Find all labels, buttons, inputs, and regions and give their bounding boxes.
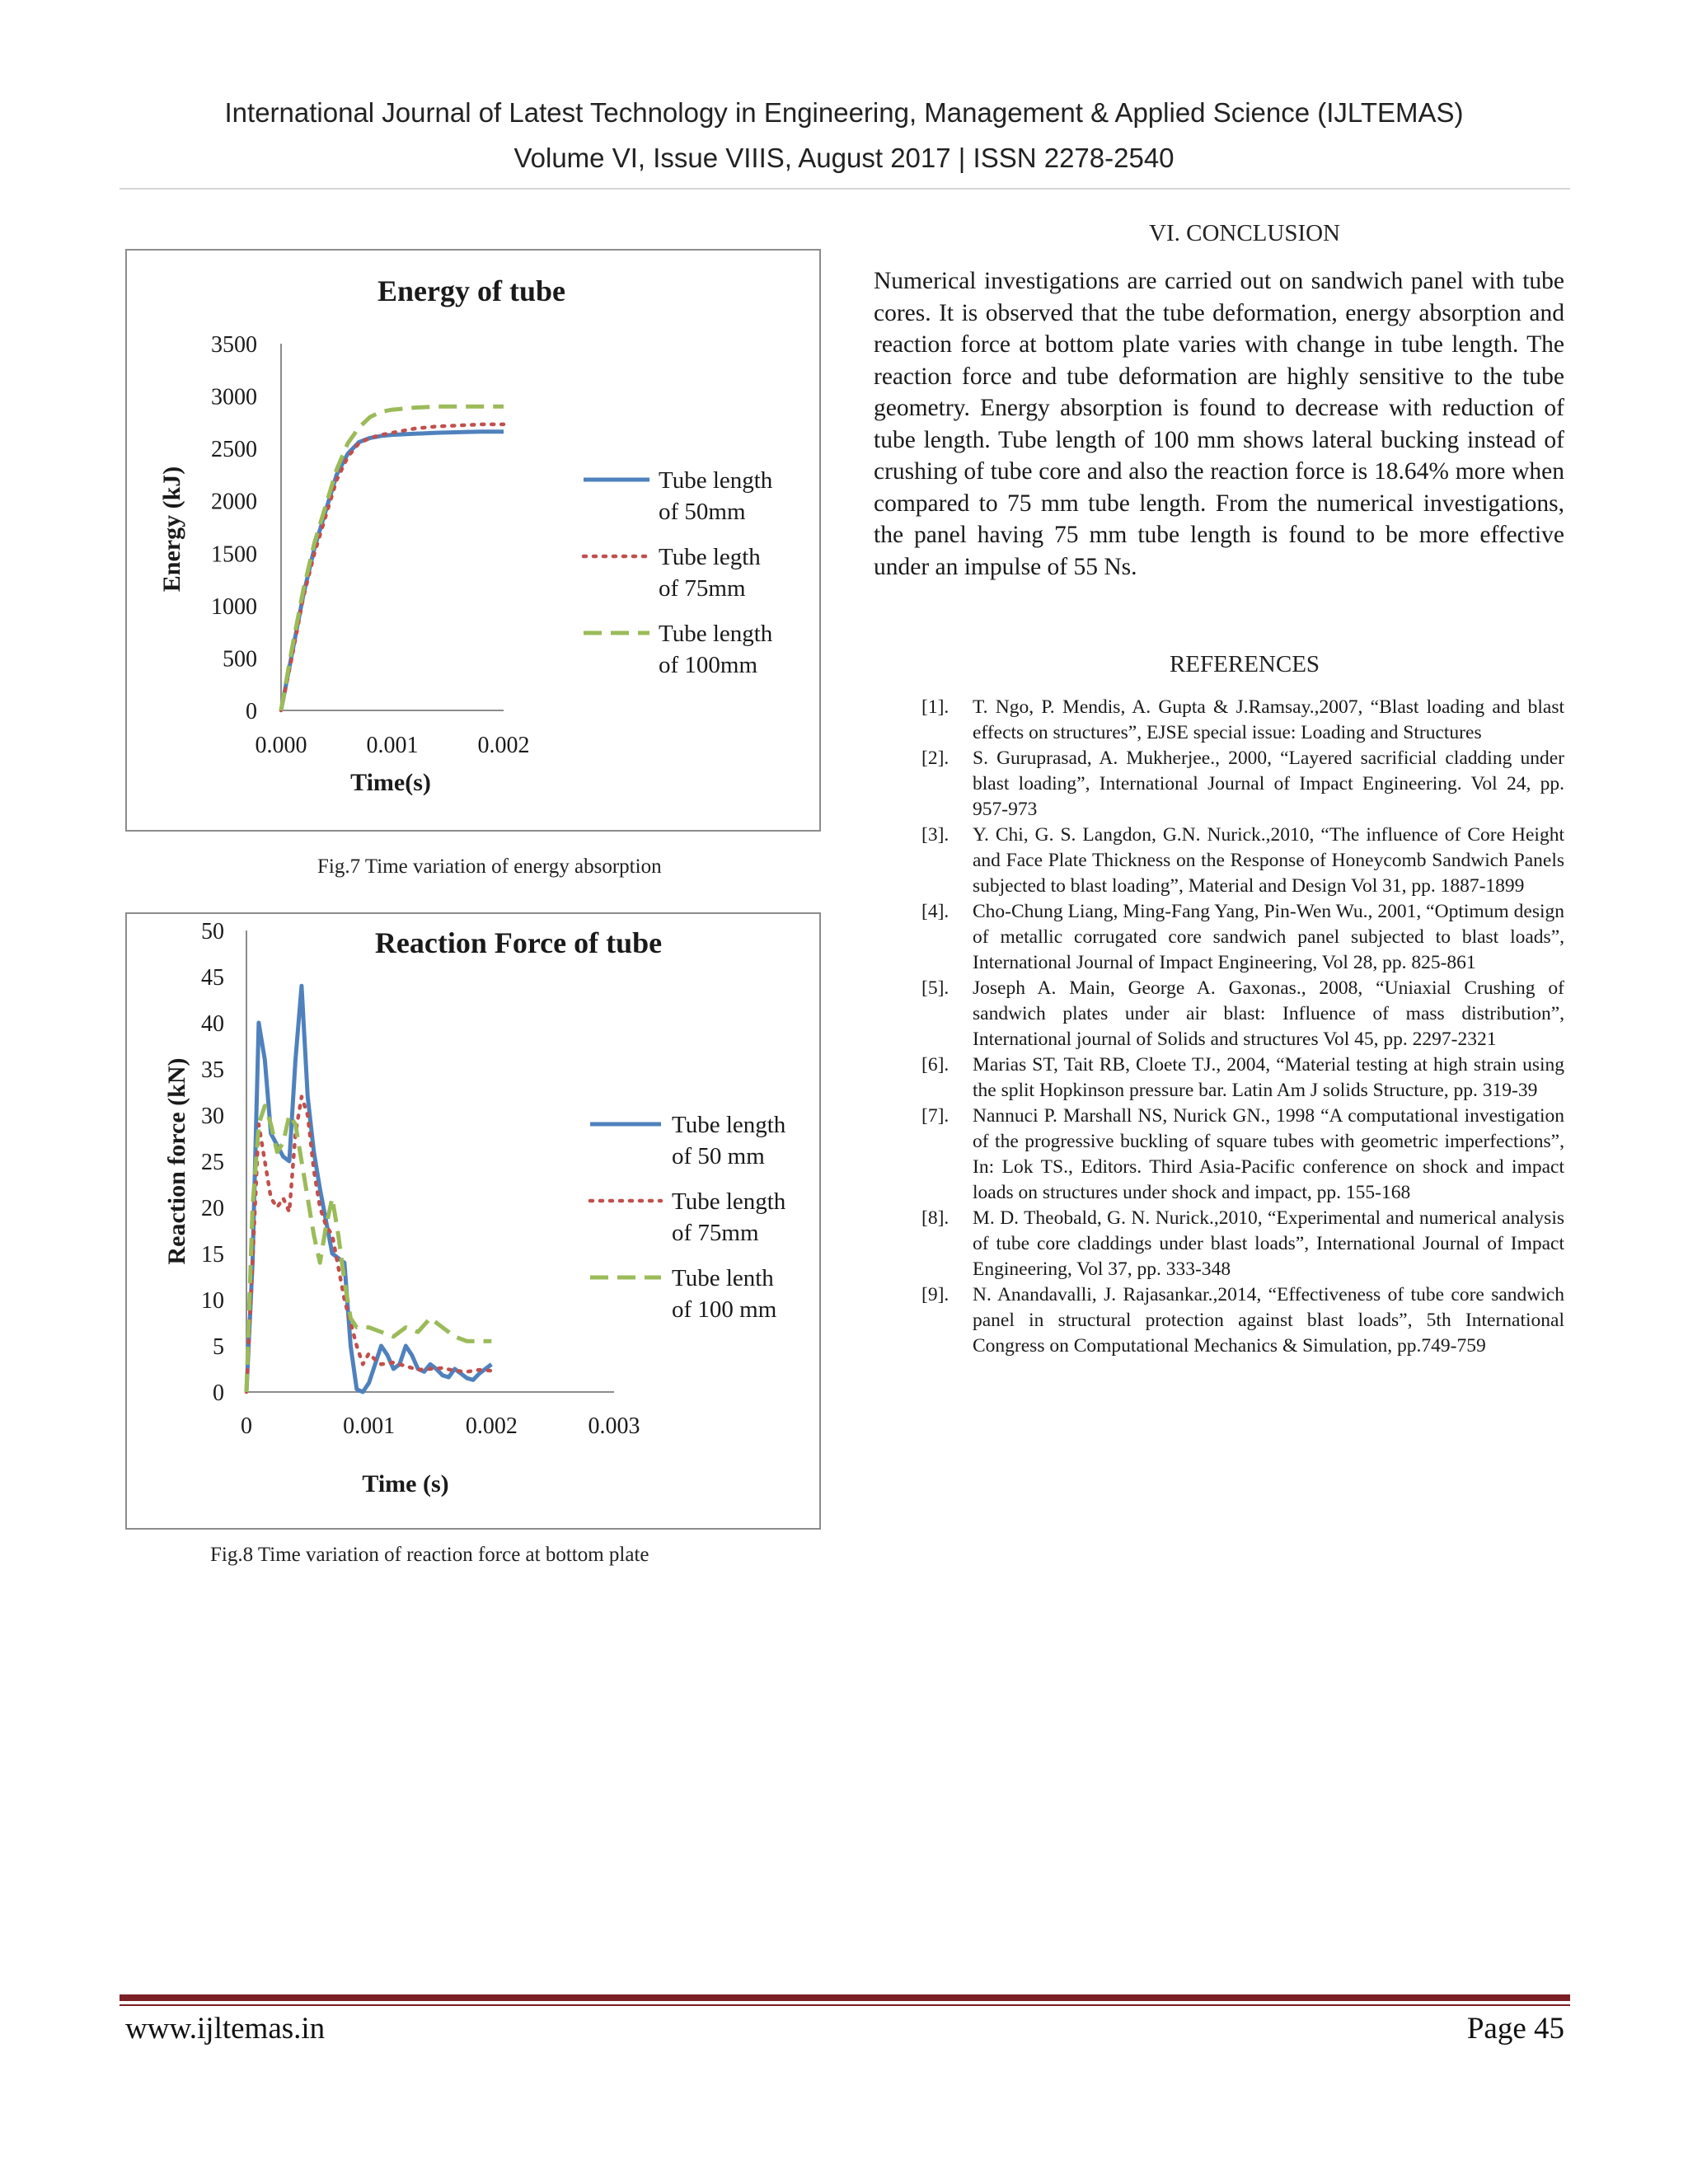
conclusion-heading: VI. CONCLUSION bbox=[1149, 220, 1340, 246]
legend-label: of 50 mm bbox=[672, 1143, 765, 1169]
energy-chart bbox=[125, 249, 821, 832]
x-tick-label: 0.000 bbox=[255, 733, 307, 758]
reference-number: [3]. bbox=[921, 824, 950, 846]
reference-text: Nannuci P. Marshall NS, Nurick GN., 1998 “A computational investigation of the progressive buckling of square tubes with geometric imperfections”, In: Lok TS., Editors. Third Asia-Pacific conference on shock and impact loads on structures under shock and impact, pp. 155-168 bbox=[973, 1105, 1564, 1203]
reference-text: T. Ngo, P. Mendis, A. Gupta & J.Ramsay.,2007, “Blast loading and blast effects on structures”, EJSE special issue: Loading and Structures bbox=[973, 696, 1564, 743]
legend-label: of 100mm bbox=[659, 652, 758, 678]
reference-text: Y. Chi, G. S. Langdon, G.N. Nurick.,2010, “The influence of Core Height and Face Plate Thickness on the Response of Honeycomb Sandwich Panels subjected to blast loading”, Material and Design Vol 31, pp. 1887-1899 bbox=[973, 824, 1564, 897]
y-tick-label: 1000 bbox=[211, 593, 257, 620]
reaction-force-chart-svg bbox=[127, 914, 819, 1528]
reference-item bbox=[921, 823, 1564, 899]
y-tick-label: 0 bbox=[213, 1380, 224, 1406]
series-line-1 bbox=[246, 986, 491, 1392]
reference-number: [2]. bbox=[921, 748, 950, 769]
x-tick-label: 0.002 bbox=[465, 1413, 518, 1439]
reference-number: [4]. bbox=[921, 901, 950, 922]
legend-label: Tube length bbox=[672, 1188, 786, 1215]
fig7-caption: Fig.7 Time variation of energy absorption bbox=[317, 855, 662, 878]
y-tick-label: 2500 bbox=[211, 437, 257, 463]
footer-page-number: Page 45 bbox=[1466, 2012, 1564, 2046]
x-tick-label: 0.002 bbox=[477, 733, 530, 758]
x-tick-label: 0.003 bbox=[588, 1413, 640, 1439]
legend-label: of 100 mm bbox=[672, 1296, 777, 1323]
reference-number: [1]. bbox=[921, 696, 950, 718]
reference-number: [8]. bbox=[921, 1207, 950, 1229]
y-tick-label: 25 bbox=[201, 1150, 224, 1175]
x-tick-label: 0.001 bbox=[366, 733, 419, 758]
x-tick-label: 0 bbox=[241, 1413, 252, 1439]
reference-list bbox=[921, 695, 1564, 1359]
legend-label: of 75mm bbox=[672, 1220, 759, 1246]
series-line-3 bbox=[281, 406, 504, 710]
y-tick-label: 30 bbox=[201, 1104, 224, 1129]
reference-text: M. D. Theobald, G. N. Nurick.,2010, “Experimental and numerical analysis of tube core claddings under blast loads”, International Journal of Impact Engineering, Vol 37, pp. 333-348 bbox=[973, 1207, 1564, 1280]
reference-item bbox=[921, 1052, 1564, 1104]
reference-item bbox=[921, 695, 1564, 746]
legend-label: of 75mm bbox=[659, 575, 746, 602]
reference-number: [5]. bbox=[921, 977, 950, 999]
footer-website-link[interactable]: www.ijltemas.in bbox=[125, 2012, 326, 2046]
y-tick-label: 2000 bbox=[211, 489, 257, 515]
reference-item bbox=[921, 976, 1564, 1052]
reference-item bbox=[921, 1206, 1564, 1282]
reference-text: Joseph A. Main, George A. Gaxonas., 2008, “Uniaxial Crushing of sandwich plates under air blast: Influence of mass distribution”, International journal of Solids and structures Vol 45, pp. 2297-2321 bbox=[973, 977, 1564, 1050]
reference-number: [9]. bbox=[921, 1284, 950, 1305]
reference-number: [6]. bbox=[921, 1054, 950, 1076]
reference-text: Cho-Chung Liang, Ming-Fang Yang, Pin-Wen Wu., 2001, “Optimum design of metallic corrugated core sandwich panel subjected to blast loads”, International Journal of Impact Engineering, Vol 28, pp. 825-861 bbox=[973, 901, 1564, 973]
y-tick-label: 35 bbox=[201, 1057, 224, 1083]
reference-item bbox=[921, 1104, 1564, 1206]
header-divider bbox=[120, 188, 1570, 190]
reference-text: Marias ST, Tait RB, Cloete TJ., 2004, “Material testing at high strain using the split Hopkinson pressure bar. Latin Am J solids Structure, pp. 319-39 bbox=[973, 1054, 1564, 1101]
energy-chart-svg bbox=[127, 251, 819, 830]
reference-item bbox=[921, 746, 1564, 823]
chart-title: Energy of tube bbox=[377, 274, 565, 307]
x-axis-title: Time (s) bbox=[362, 1470, 449, 1497]
y-tick-label: 40 bbox=[201, 1011, 224, 1037]
series-line-1 bbox=[281, 432, 504, 710]
series-line-2 bbox=[246, 1097, 491, 1392]
footer-rule-thick bbox=[120, 1994, 1570, 2001]
reference-item bbox=[921, 1282, 1564, 1359]
y-tick-label: 5 bbox=[213, 1334, 224, 1360]
reference-text: S. Guruprasad, A. Mukherjee., 2000, “Layered sacrificial cladding under blast loading”, International Journal of Impact Engineering. Vol 24, pp. 957-973 bbox=[973, 748, 1564, 820]
conclusion-paragraph: Numerical investigations are carried out on sandwich panel with tube cores. It is observed that the tube deformation, energy absorption and reaction force at bottom plate varies with change in tube length. The reaction force and tube deformation are highly sensitive to the tube geometry. Energy absorption is found to decrease with reduction of tube length. Tube length of 100 mm shows lateral bucking instead of crushing of tube core and also the reaction force is 18.64% more when compared to 75 mm tube length. From the numerical investigations, the panel having 75 mm tube length is found to be more effective under an impulse of 55 Ns. bbox=[874, 268, 1564, 580]
legend-label: Tube length bbox=[659, 467, 773, 494]
footer-rule-thin bbox=[120, 2004, 1570, 2006]
legend-label: Tube legth bbox=[659, 544, 761, 570]
chart-title: Reaction Force of tube bbox=[374, 926, 663, 959]
references-heading: REFERENCES bbox=[1169, 651, 1320, 677]
y-tick-label: 3500 bbox=[211, 332, 257, 358]
legend-label: Tube length bbox=[659, 621, 773, 647]
fig8-caption: Fig.8 Time variation of reaction force at bottom plate bbox=[210, 1544, 649, 1566]
legend-label: Tube length bbox=[672, 1112, 786, 1138]
reaction-force-chart bbox=[125, 912, 821, 1530]
series-line-3 bbox=[246, 1106, 491, 1392]
y-tick-label: 45 bbox=[201, 965, 224, 991]
series-line-2 bbox=[281, 424, 504, 710]
y-axis-title: Energy (kJ) bbox=[158, 466, 185, 593]
legend-label: Tube lenth bbox=[672, 1265, 774, 1291]
reference-text: N. Anandavalli, J. Rajasankar.,2014, “Effectiveness of tube core sandwich panel in structural protection against blast loads”, 5th International Congress on Computational Mechanics & Simulation, pp.749-759 bbox=[973, 1284, 1564, 1357]
x-tick-label: 0.001 bbox=[343, 1413, 396, 1439]
y-tick-label: 0 bbox=[246, 699, 257, 724]
y-tick-label: 3000 bbox=[211, 384, 257, 410]
y-tick-label: 10 bbox=[201, 1288, 224, 1314]
reference-number: [7]. bbox=[921, 1105, 950, 1127]
x-axis-title: Time(s) bbox=[350, 769, 431, 796]
legend-label: of 50mm bbox=[659, 499, 746, 525]
y-tick-label: 15 bbox=[201, 1242, 224, 1268]
y-axis-title: Reaction force (kN) bbox=[163, 1057, 190, 1265]
y-tick-label: 500 bbox=[223, 646, 257, 673]
y-tick-label: 50 bbox=[201, 919, 224, 944]
y-tick-label: 1500 bbox=[211, 541, 257, 568]
reference-item bbox=[921, 899, 1564, 976]
issue-info: Volume VI, Issue VIIIS, August 2017 | ISSN 2278-2540 bbox=[513, 143, 1175, 173]
y-tick-label: 20 bbox=[201, 1196, 224, 1221]
journal-title: International Journal of Latest Technology in Engineering, Management & Applied Science (IJLTEMAS) bbox=[224, 97, 1464, 128]
